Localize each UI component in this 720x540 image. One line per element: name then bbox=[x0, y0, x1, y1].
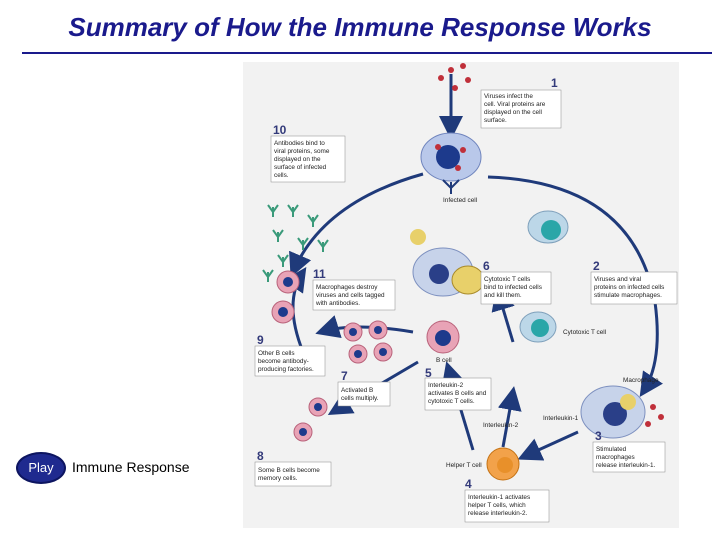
step-7-line-2: cells multiply. bbox=[341, 395, 379, 402]
step-box-11 bbox=[313, 267, 395, 310]
title-divider bbox=[22, 52, 712, 54]
step-3-line-2: macrophages bbox=[596, 454, 635, 461]
label-b-cell: B cell bbox=[436, 357, 452, 364]
label-infected-cell: Infected cell bbox=[443, 197, 478, 204]
slide-title: Summary of How the Immune Response Works bbox=[68, 12, 652, 42]
arrow-interleukin-2-t bbox=[503, 392, 513, 447]
step-number-10: 10 bbox=[273, 123, 287, 137]
step-2-line-2: proteins on infected cells bbox=[594, 284, 665, 291]
step-3-line-1: Stimulated bbox=[596, 446, 627, 453]
step-9-line-1: Other B cells bbox=[258, 350, 295, 357]
step-number-2: 2 bbox=[593, 259, 600, 273]
step-number-3: 3 bbox=[595, 429, 602, 443]
step-4-line-1: Interleukin-1 activates bbox=[468, 494, 531, 501]
step-10-line-3: displayed on the bbox=[274, 156, 321, 163]
step-7-line-1: Activated B bbox=[341, 387, 374, 394]
step-number-5: 5 bbox=[425, 366, 432, 380]
label-cytotoxic-t-cell: Cytotoxic T cell bbox=[563, 329, 607, 336]
step-1-line-1: Viruses infect the bbox=[484, 93, 533, 100]
step-10-line-2: viral proteins, some bbox=[274, 148, 330, 155]
step-2-line-1: Viruses and viral bbox=[594, 276, 642, 283]
step-6-line-3: and kill them. bbox=[484, 292, 522, 299]
step-8-line-1: Some B cells become bbox=[258, 467, 320, 474]
step-number-11: 11 bbox=[313, 267, 326, 281]
step-6-line-2: bind to infected cells bbox=[484, 284, 542, 291]
step-box-10 bbox=[271, 123, 345, 182]
immune-diagram-svg bbox=[243, 62, 679, 528]
virus-particles bbox=[438, 63, 471, 91]
step-3-line-3: release interleukin-1. bbox=[596, 462, 656, 469]
step-10-line-4: surface of infected bbox=[274, 164, 327, 171]
step-4-line-2: helper T cells, which bbox=[468, 502, 526, 509]
step-11-line-3: with antibodies. bbox=[316, 300, 361, 307]
step-1-line-3: displayed on the cell bbox=[484, 109, 542, 116]
b-cell-icon bbox=[427, 321, 459, 353]
step-5-line-2: activates B cells and bbox=[428, 390, 487, 397]
helper-t-cell-icon bbox=[487, 448, 519, 480]
step-8-line-2: memory cells. bbox=[258, 475, 298, 482]
arrow-interleukin-1 bbox=[523, 432, 578, 457]
step-number-8: 8 bbox=[257, 449, 264, 463]
step-9-line-3: producing factories. bbox=[258, 366, 314, 373]
step-1-line-2: cell. Viral proteins are bbox=[484, 101, 546, 108]
label-interleukin-1: Interleukin-1 bbox=[543, 415, 579, 422]
immune-response-diagram bbox=[243, 62, 679, 528]
step-11-line-2: viruses and cells tagged bbox=[316, 292, 385, 299]
step-number-6: 6 bbox=[483, 259, 490, 273]
step-number-7: 7 bbox=[341, 369, 348, 383]
step-5-line-1: Interleukin-2 bbox=[428, 382, 464, 389]
step-box-6 bbox=[481, 259, 551, 304]
step-4-line-3: release interleukin-2. bbox=[468, 510, 528, 517]
step-11-line-1: Macrophages destroy bbox=[316, 284, 378, 291]
step-box-5 bbox=[425, 366, 491, 410]
step-box-9 bbox=[255, 333, 325, 376]
step-number-9: 9 bbox=[257, 333, 264, 347]
killed-cell-icon bbox=[410, 229, 484, 296]
play-button[interactable]: Play bbox=[16, 452, 66, 484]
label-helper-t-cell: Helper T cell bbox=[446, 462, 482, 469]
macrophage-right-icon bbox=[581, 386, 664, 438]
step-10-line-1: Antibodies bind to bbox=[274, 140, 325, 147]
step-box-1 bbox=[481, 76, 561, 128]
step-number-1: 1 bbox=[551, 76, 558, 90]
memory-cells-icon bbox=[294, 398, 327, 441]
step-box-8 bbox=[255, 449, 331, 486]
label-macrophage: Macrophage bbox=[623, 377, 659, 384]
step-2-line-3: stimulate macrophages. bbox=[594, 292, 662, 299]
step-1-line-4: surface. bbox=[484, 117, 507, 124]
label-interleukin-2: Interleukin-2 bbox=[483, 422, 519, 429]
step-6-line-1: Cytotoxic T cells bbox=[484, 276, 531, 283]
immune-response-link[interactable]: Immune Response bbox=[72, 459, 190, 475]
step-box-4 bbox=[465, 477, 549, 522]
step-box-2 bbox=[591, 259, 677, 304]
step-box-7 bbox=[338, 369, 390, 406]
infected-cell-icon bbox=[421, 133, 481, 181]
step-5-line-3: cytotoxic T cells. bbox=[428, 398, 475, 405]
antibody-icon bbox=[443, 180, 459, 194]
step-9-line-2: become antibody- bbox=[258, 358, 309, 365]
arrow-b-to-factories bbox=[321, 327, 413, 332]
step-10-line-5: cells. bbox=[274, 172, 289, 179]
step-number-4: 4 bbox=[465, 477, 472, 491]
